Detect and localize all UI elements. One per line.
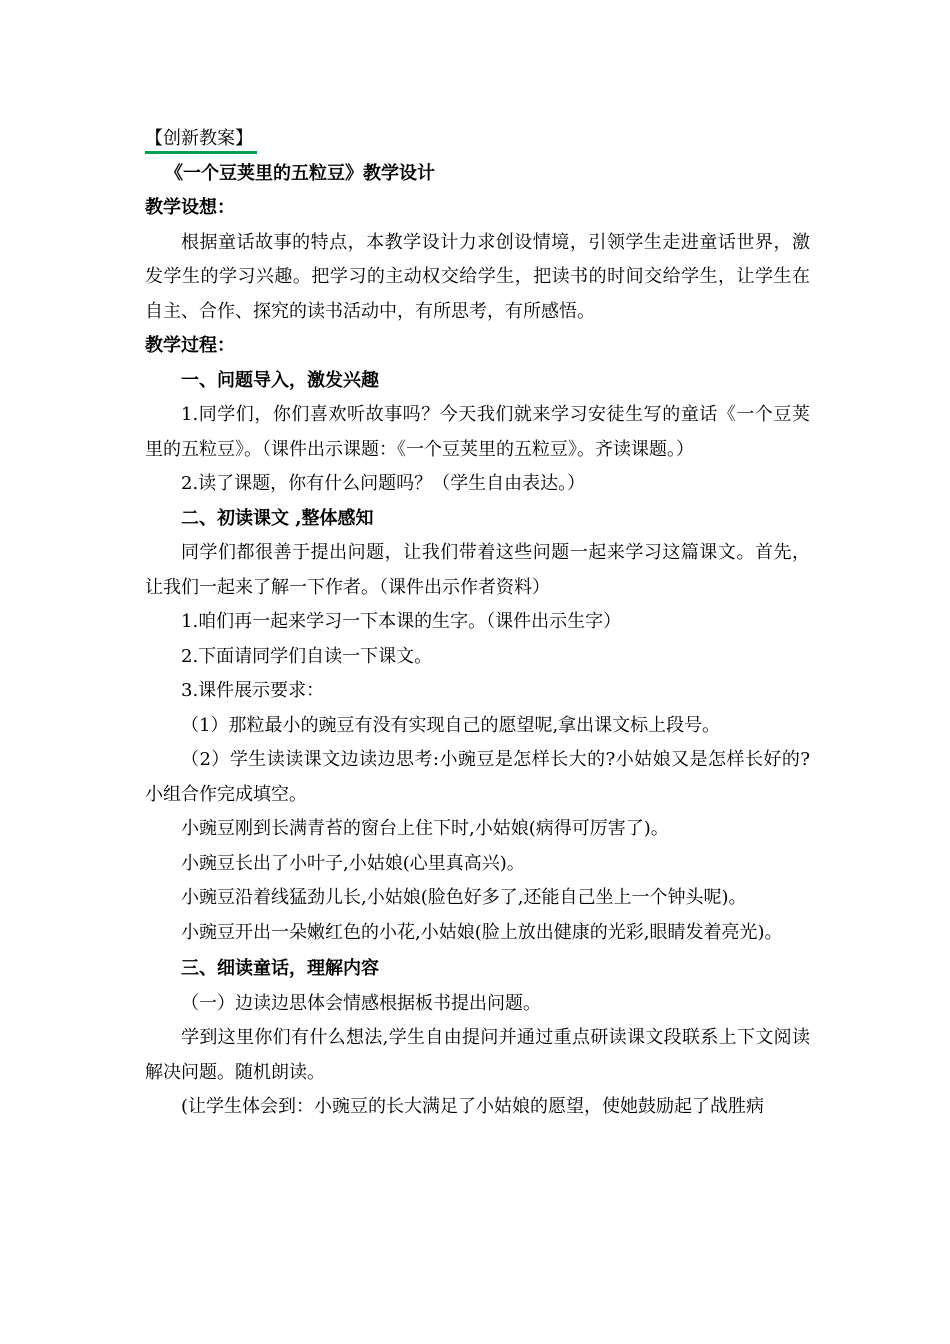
part1-paragraph-1: 1.同学们，你们喜欢听故事吗？今天我们就来学习安徒生写的童话《一个豆荚里的五粒豆》。（课件出示课题：《一个豆荚里的五粒豆》。齐读课题。） [145,404,810,460]
part2-paragraph-6: 小豌豆刚到长满青苔的窗台上住下时,小姑娘(病得可厉害了)。 [181,818,669,839]
part1-paragraph-2: 2.读了课题，你有什么问题吗？（学生自由表达。） [181,473,586,494]
part1-heading: 一、问题导入，激发兴趣 [181,369,379,391]
part2-paragraph-3: 3.课件展示要求： [181,680,325,701]
tag-line [145,122,810,157]
part3-paragraph-1: （一）边读边思体会情感根据板书提出问题。 [181,992,541,1014]
part2-paragraph-2: 2.下面请同学们自读一下课文。 [181,645,433,667]
idea-paragraph: 根据童话故事的特点，本教学设计力求创设情境，引领学生走进童话世界，激发学生的学习兴趣。把学习的主动权交给学生，把读书的时间交给学生，让学生在自主、合作、探究的读书活动中，有所思考，有所感悟。 [145,231,810,322]
part2-paragraph-8: 小豌豆沿着线猛劲儿长,小姑娘(脸色好多了,还能自己坐上一个钟头呢)。 [181,887,747,908]
innovation-tag [145,122,253,156]
tag-underline [145,151,257,154]
part3-heading: 三、细读童话，理解内容 [181,958,379,979]
part3-paragraph-3: (让学生体会到：小豌豆的长大满足了小姑娘的愿望，使她鼓励起了战胜病 [181,1096,765,1117]
part2-paragraph-7: 小豌豆长出了小叶子,小姑娘(心里真高兴)。 [181,852,525,874]
document-title: 《一个豆荚里的五粒豆》教学设计 [165,162,435,184]
part2-paragraph-intro: 同学们都很善于提出问题，让我们带着这些问题一起来学习这篇课文。首先，让我们一起来了解一下作者。（课件出示作者资料） [145,542,810,598]
part3-paragraph-2: 学到这里你们有什么想法,学生自由提问并通过重点研读课文段联系上下文阅读解决问题。随机朗读。 [145,1027,810,1083]
section-heading-idea: 教学设想： [145,197,235,218]
part2-heading: 二、初读课文 ,整体感知 [181,507,374,529]
part2-paragraph-5: （2）学生读读课文边读边思考:小豌豆是怎样长大的?小姑娘又是怎样长好的?小组合作完成填空。 [145,749,810,805]
part2-paragraph-9: 小豌豆开出一朵嫩红色的小花,小姑娘(脸上放出健康的光彩,眼睛发着亮光)。 [181,921,783,943]
part2-paragraph-4: （1）那粒最小的豌豆有没有实现自己的愿望呢,拿出课文标上段号。 [181,714,721,736]
document-body [145,122,810,1125]
innovation-tag-text: 【创新教案】 [145,128,253,149]
section-heading-process: 教学过程： [145,335,235,356]
part2-paragraph-1: 1.咱们再一起来学习一下本课的生字。（课件出示生字） [181,611,622,632]
